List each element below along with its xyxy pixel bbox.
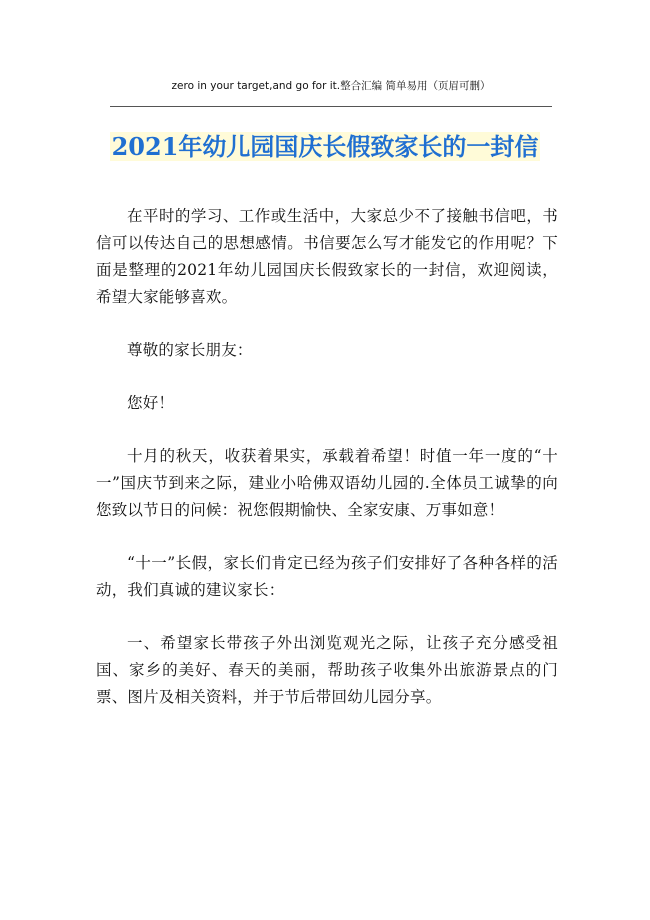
paragraph-intro: 在平时的学习、工作或生活中，大家总少不了接触书信吧，书信可以传达自己的思想感情。书信要怎么写才能发它的作用呢？下面是整理的2021年幼儿园国庆长假致家长的一封信，欢迎阅读，希望大家能够喜欢。 [96, 207, 558, 306]
document-title-text: 2021年幼儿园国庆长假致家长的一封信 [111, 132, 539, 161]
page-header: zero in your target,and go for it.整合汇编 简单易用（页眉可删） [171, 80, 491, 92]
paragraph-greeting: 您好！ [127, 394, 175, 412]
header-divider [110, 106, 552, 107]
paragraph-suggestion-1: 一、希望家长带孩子外出浏览观光之际，让孩子充分感受祖国、家乡的美好、春天的美丽，帮助孩子收集外出旅游景点的门票、图片及相关资料，并于节后带回幼儿园分享。 [96, 634, 558, 706]
paragraph-salutation: 尊敬的家长朋友： [127, 341, 253, 359]
paragraph-autumn: 十月的秋天，收获着果实，承载着希望！时值一年一度的“十一”国庆节到来之际，建业小哈佛双语幼儿园的.全体员工诚挚的向您致以节日的问候：祝您假期愉快、全家安康、万事如意！ [96, 447, 558, 519]
paragraph-holiday: “十一”长假，家长们肯定已经为孩子们安排好了各种各样的活动，我们真诚的建议家长： [96, 554, 558, 599]
document-body [96, 203, 558, 737]
document-title [0, 130, 650, 164]
